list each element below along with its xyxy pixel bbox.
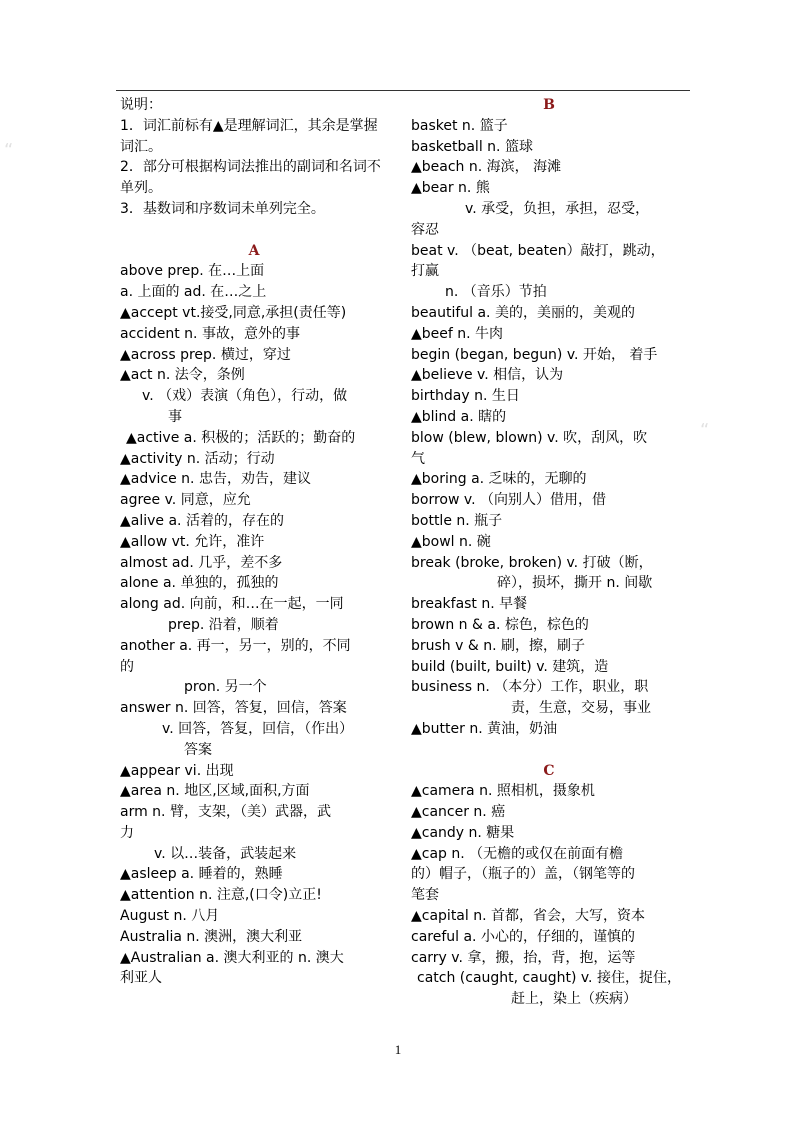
vocab-line: ▲believe v. 相信，认为 [411,367,564,384]
vocab-line: ▲butter n. 黄油，奶油 [411,720,558,737]
vocab-line: 的 [120,658,134,675]
vocab-line: ▲camera n. 照相机，摄象机 [411,783,595,800]
vocab-line: birthday n. 生日 [411,388,520,405]
vocab-line: August n. 八月 [120,908,220,925]
section-heading-b: B [543,97,555,113]
left-column [120,95,388,989]
vocab-line: v. 以…装备，武装起来 [154,845,297,862]
vocab-line: prep. 沿着，顺着 [168,616,279,633]
vocab-line: 气 [411,450,425,467]
vocab-line: a. 上面的 ad. 在…之上 [120,284,267,301]
vocab-line: ▲bear n. 熊 [411,180,490,197]
section-spacer [411,740,687,761]
vocab-line: 事 [168,408,182,425]
vocab-line: another a. 再一，另一，别的，不同 [120,637,351,654]
vocab-line: ▲accept vt.接受,同意,承担(责任等) [120,304,347,321]
section-heading-c: C [543,762,555,779]
vocab-line: answer n. 回答，答复，回信，答案 [120,700,347,717]
vocab-line: pron. 另一个 [184,679,267,696]
watermark-left: “ [4,140,14,161]
note-item-2: 2．部分可根据构词法推出的副词和名词不单列。 [120,159,381,197]
vocab-line: 利亚人 [120,970,162,987]
vocab-line: 的）帽子，（瓶子的）盖，（钢笔等的 [411,866,635,883]
right-column [411,95,687,1010]
vocab-line: carry v. 拿，搬，抬，背，抱，运等 [411,949,636,966]
vocab-line: v. 回答，答复，回信，（作出） [162,720,354,737]
vocab-line: ▲alive a. 活着的，存在的 [120,512,284,529]
note-item-1: 1．词汇前标有▲是理解词汇，其余是掌握词汇。 [120,117,378,155]
vocab-line: begin (began, begun) v. 开始， 着手 [411,346,658,363]
vocab-line: breakfast n. 早餐 [411,596,528,613]
vocab-line: 容忍 [411,221,439,238]
vocab-line: basket n. 篮子 [411,117,508,134]
vocab-line: 责，生意，交易，事业 [511,700,651,717]
vocab-line: ▲area n. 地区,区域,面积,方面 [120,783,310,800]
page-number: 1 [394,1042,402,1057]
left-entries [120,241,388,990]
vocab-line: ▲capital n. 首都，省会，大写，资本 [411,908,646,925]
vocab-line: break (broke, broken) v. 打破（断， [411,554,653,571]
vocab-line: ▲cancer n. 癌 [411,804,506,821]
vocab-line: ▲attention n. 注意,(口令)立正! [120,887,322,904]
vocab-line: ▲candy n. 糖果 [411,824,515,841]
vocab-line: ▲beef n. 牛肉 [411,325,504,342]
vocab-line: ▲blind a. 瞎的 [411,408,507,425]
vocab-line: ▲Australian a. 澳大利亚的 n. 澳大 [120,949,344,966]
watermark-right: “ [700,420,710,441]
vocab-line: v. （戏）表演（角色），行动，做 [142,388,348,405]
vocab-line: ▲asleep a. 睡着的，熟睡 [120,866,283,883]
vocab-line: beautiful a. 美的，美丽的，美观的 [411,304,635,321]
vocab-line: accident n. 事故，意外的事 [120,325,300,342]
vocab-line: 碎），损坏，撕开 n. 间歇 [497,575,653,592]
vocab-line: ▲across prep. 横过，穿过 [120,346,291,363]
vocab-line: alone a. 单独的，孤独的 [120,575,279,592]
vocab-line: catch (caught, caught) v. 接住，捉住， [417,970,681,987]
vocab-line: arm n. 臂，支架，（美）武器，武 [120,804,331,821]
vocab-line: brush v & n. 刷，擦，刷子 [411,637,586,654]
vocab-line: above prep. 在…上面 [120,263,265,280]
section-heading-a: A [248,242,260,259]
vocab-line: 打赢 [411,263,439,280]
vocab-line: beat v. （beat, beaten）敲打，跳动， [411,242,665,259]
vocab-line: business n. （本分）工作，职业，职 [411,679,649,696]
vocab-line: 赶上，染上（疾病） [511,991,637,1008]
vocab-line: ▲bowl n. 碗 [411,533,491,550]
vocab-line: ▲activity n. 活动；行动 [120,450,275,467]
right-entries [411,95,687,1010]
vocab-line: blow (blew, blown) v. 吹，刮风，吹 [411,429,648,446]
header-rule [116,90,690,91]
vocab-line: along ad. 向前，和…在一起，一同 [120,596,344,613]
vocab-line: build (built, built) v. 建筑，造 [411,658,609,675]
vocab-line: ▲allow vt. 允许，准许 [120,533,265,550]
vocab-line: ▲appear vi. 出现 [120,762,234,779]
vocab-line: basketball n. 篮球 [411,138,533,155]
vocab-line: ▲act n. 法令，条例 [120,367,245,384]
vocab-line: Australia n. 澳洲，澳大利亚 [120,928,303,945]
vocab-line: borrow v. （向别人）借用，借 [411,492,606,509]
vocab-line: ▲boring a. 乏味的，无聊的 [411,471,587,488]
vocab-line: bottle n. 瓶子 [411,512,503,529]
note-item-3: 3．基数词和序数词未单列完全。 [120,200,325,217]
vocab-line: n. （音乐）节拍 [445,284,547,301]
vocab-line: 答案 [184,741,212,758]
spacer [120,220,388,241]
vocab-line: careful a. 小心的，仔细的，谨慎的 [411,928,635,945]
vocab-line: v. 承受，负担，承担，忍受， [465,200,650,217]
vocab-line: agree v. 同意，应允 [120,492,251,509]
vocab-line: 力 [120,824,134,841]
vocab-line: brown n & a. 棕色，棕色的 [411,616,589,633]
vocab-line: ▲active a. 积极的；活跃的；勤奋的 [126,429,356,446]
vocab-line: ▲advice n. 忠告，劝告，建议 [120,471,311,488]
vocab-line: ▲beach n. 海滨， 海滩 [411,159,562,176]
vocab-line: 笔套 [411,887,439,904]
vocab-line: almost ad. 几乎，差不多 [120,554,283,571]
notes-heading: 说明： [120,97,162,113]
vocab-line: ▲cap n. （无檐的或仅在前面有檐 [411,845,624,862]
